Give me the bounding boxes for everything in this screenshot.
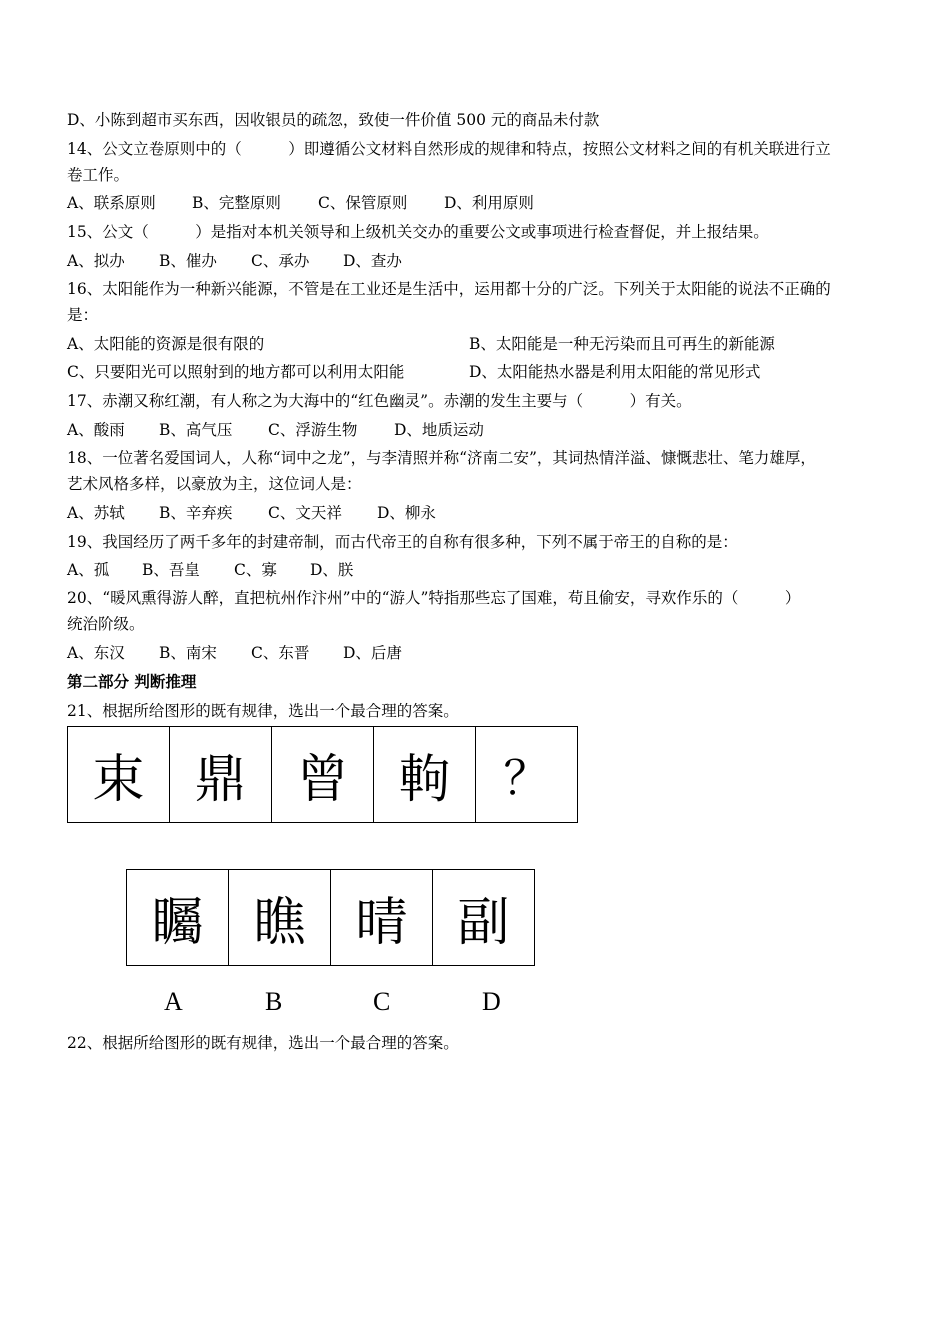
q21-question-cell: 軥 bbox=[374, 727, 476, 822]
q18-option-a: A、苏轼 bbox=[67, 504, 125, 522]
q14-stem: 14、公文立卷原则中的（ ）即遵循公文材料自然形成的规律和特点，按照公文材料之间的有机关联进行立 bbox=[67, 140, 831, 158]
q14-option-c: C、保管原则 bbox=[318, 194, 408, 212]
q22-stem: 22、根据所给图形的既有规律，选出一个最合理的答案。 bbox=[67, 1034, 459, 1052]
q15-stem: 15、公文（ ）是指对本机关领导和上级机关交办的重要公文或事项进行检查督促，并上报结果。 bbox=[67, 223, 769, 241]
q14-option-a: A、联系原则 bbox=[67, 194, 156, 212]
q17-option-d: D、地质运动 bbox=[394, 421, 484, 439]
section-heading: 第二部分 判断推理 bbox=[67, 672, 197, 691]
q16-option-c: C、只要阳光可以照射到的地方都可以利用太阳能 bbox=[67, 363, 405, 381]
q15-option-a: A、拟办 bbox=[67, 252, 125, 270]
q16-stem: 16、太阳能作为一种新兴能源，不管是在工业还是生活中，运用都十分的广泛。下列关于太阳能的说法不正确的 bbox=[67, 280, 831, 298]
q16-option-d: D、太阳能热水器是利用太阳能的常见形式 bbox=[469, 363, 761, 381]
q21-question-cell: 鼎 bbox=[170, 727, 272, 822]
q15-option-d: D、查办 bbox=[343, 252, 402, 270]
q21-answer-cell-d: 副 bbox=[433, 870, 535, 965]
q15-option-c: C、承办 bbox=[251, 252, 310, 270]
q21-question-figure bbox=[67, 726, 578, 823]
q13-option-d: D、小陈到超市买东西，因收银员的疏忽，致使一件价值 500 元的商品未付款 bbox=[67, 111, 600, 129]
q21-answer-cell-b: 瞧 bbox=[229, 870, 331, 965]
q18-option-c: C、文天祥 bbox=[268, 504, 342, 522]
q20-stem-cont: 统治阶级。 bbox=[67, 615, 145, 633]
q21-stem: 21、根据所给图形的既有规律，选出一个最合理的答案。 bbox=[67, 702, 459, 720]
q17-stem: 17、赤潮又称红潮，有人称之为大海中的“红色幽灵”。赤潮的发生主要与（ ）有关。 bbox=[67, 392, 692, 410]
q18-option-d: D、柳永 bbox=[377, 504, 436, 522]
q17-option-c: C、浮游生物 bbox=[268, 421, 358, 439]
q17-option-b: B、高气压 bbox=[159, 421, 233, 439]
q21-answer-figure bbox=[126, 869, 535, 966]
q18-stem-cont: 艺术风格多样，以豪放为主，这位词人是： bbox=[67, 475, 362, 493]
q19-stem: 19、我国经历了两千多年的封建帝制，而古代帝王的自称有很多种，下列不属于帝王的自称的是： bbox=[67, 533, 738, 551]
q16-option-a: A、太阳能的资源是很有限的 bbox=[67, 335, 265, 353]
q21-answer-cell-c: 晴 bbox=[331, 870, 433, 965]
q20-option-c: C、东晋 bbox=[251, 644, 310, 662]
q21-question-cell: 曾 bbox=[272, 727, 374, 822]
q19-option-b: B、吾皇 bbox=[142, 561, 200, 579]
answer-letter-b: B bbox=[265, 987, 283, 1016]
q20-option-b: B、南宋 bbox=[159, 644, 217, 662]
q19-option-a: A、孤 bbox=[67, 561, 110, 579]
q14-option-d: D、利用原则 bbox=[444, 194, 534, 212]
q21-answer-cell-a: 矚 bbox=[127, 870, 229, 965]
q16-option-b: B、太阳能是一种无污染而且可再生的新能源 bbox=[469, 335, 775, 353]
q20-option-d: D、后唐 bbox=[343, 644, 402, 662]
q18-option-b: B、辛弃疾 bbox=[159, 504, 233, 522]
answer-letter-a: A bbox=[164, 987, 183, 1016]
q21-question-mark-cell: ？ bbox=[476, 727, 578, 822]
q14-option-b: B、完整原则 bbox=[192, 194, 281, 212]
answer-letter-d: D bbox=[482, 987, 501, 1016]
q21-question-cell: 束 bbox=[68, 727, 170, 822]
q20-option-a: A、东汉 bbox=[67, 644, 125, 662]
q15-option-b: B、催办 bbox=[159, 252, 217, 270]
q20-stem: 20、“暖风熏得游人醉，直把杭州作汴州”中的“游人”特指那些忘了国难，苟且偷安，寻欢作乐的（ ） bbox=[67, 589, 801, 607]
q18-stem: 18、一位著名爱国词人，人称“词中之龙”，与李清照并称“济南二安”，其词热情洋溢、慷慨悲壮、笔力雄厚， bbox=[67, 449, 816, 467]
answer-letter-c: C bbox=[373, 987, 391, 1016]
q16-stem-cont: 是： bbox=[67, 306, 99, 324]
q14-stem-cont: 卷工作。 bbox=[67, 166, 130, 184]
q19-option-d: D、朕 bbox=[310, 561, 354, 579]
q17-option-a: A、酸雨 bbox=[67, 421, 125, 439]
q19-option-c: C、寡 bbox=[234, 561, 277, 579]
